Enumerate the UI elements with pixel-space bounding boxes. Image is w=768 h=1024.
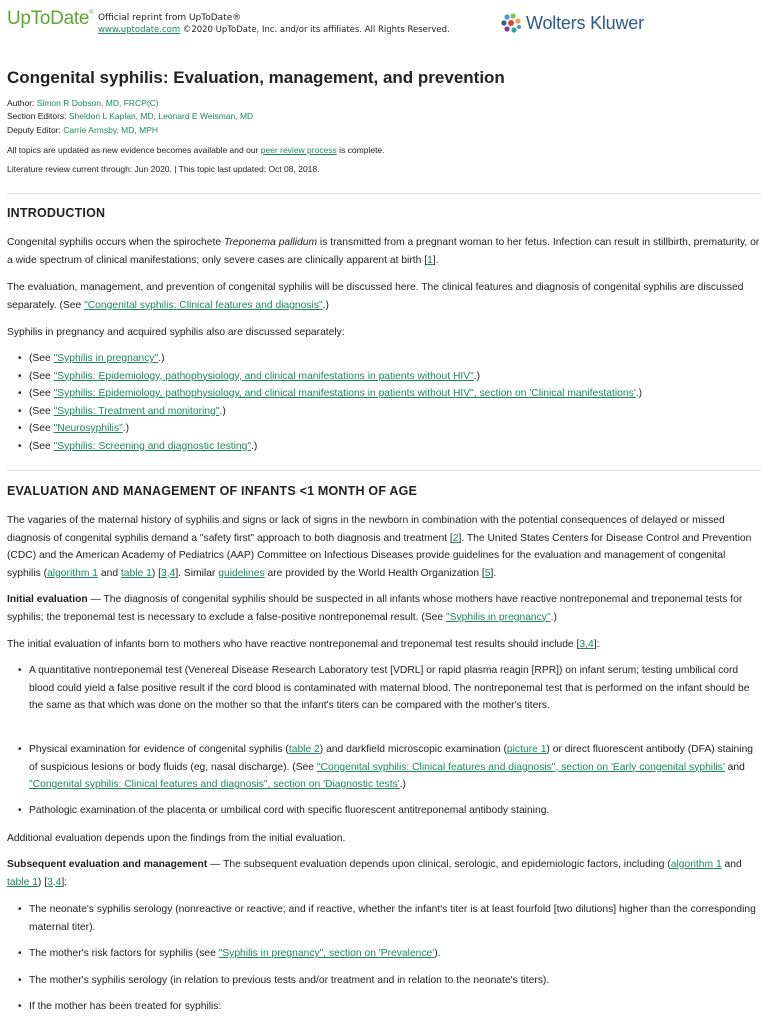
wolters-kluwer-mark-icon (500, 12, 522, 34)
list-item: • The mother's syphilis serology (in relation to previous tests and/or treatment and in relation to the neonate's titers). (18, 972, 758, 990)
reference-link[interactable]: 3,4 (579, 639, 594, 650)
reference-link[interactable]: 3,4 (47, 876, 62, 888)
author-link[interactable]: Simon R Dobson, MD, FRCP(C) (36, 98, 159, 108)
intro-paragraph: Syphilis in pregnancy and acquired syphilis also are discussed separately: (7, 327, 345, 338)
initial-evaluation-list (18, 741, 758, 794)
introduction-heading: INTRODUCTION (7, 206, 106, 220)
section-editor-link[interactable]: Leonard E Weisman, MD (158, 111, 254, 121)
section-divider (7, 193, 761, 194)
initial-evaluation-list (18, 662, 758, 715)
subsection-heading: Initial evaluation (7, 594, 88, 605)
subsequent-evaluation-list (18, 972, 758, 990)
list-item: • (See "Syphilis in pregnancy".) (18, 350, 758, 368)
topic-link[interactable]: "Congenital syphilis: Clinical features and diagnosis" (84, 299, 323, 311)
table-link[interactable]: table 2 (288, 744, 320, 755)
algorithm-link[interactable]: algorithm 1 (47, 567, 98, 579)
uptodate-site-link[interactable]: www.uptodate.com (98, 25, 181, 35)
peer-review-link[interactable]: peer review process (260, 145, 337, 155)
subsection-heading: Subsequent evaluation and management (7, 859, 208, 870)
uptodate-logo[interactable]: UpToDate® (7, 8, 94, 29)
initial-evaluation-paragraph: Initial evaluation — The diagnosis of congenital syphilis should be suspected in all infants whose mothers have reactive nontreponemal and treponemal tests for syphilis; the treponemal test is necessary to exclude a false-positive nontreponemal result. (See "Syphilis in pregnancy".) (7, 594, 743, 623)
copyright-text: ©2020 UpToDate, Inc. and/or its affiliates. All Rights Reserved. (180, 25, 450, 35)
list-item: • The neonate's syphilis serology (nonreactive or reactive; and if reactive, whether the infant's titer is at least fourfold [two dilutions] higher than the corresponding maternal titer). (18, 901, 758, 936)
deputy-editor-line: Deputy Editor: Carrie Armsby, MD, MPH (7, 125, 159, 135)
topic-link[interactable]: "Congenital syphilis: Clinical features and diagnosis", section on 'Diagnostic tests' (29, 779, 400, 790)
subsequent-evaluation-list (18, 901, 758, 936)
list-item: • If the mother has been treated for syphilis: (18, 998, 758, 1016)
reprint-line: Official reprint from UpToDate® (98, 13, 242, 23)
wolters-kluwer-logo[interactable] (500, 10, 644, 36)
reference-link[interactable]: 3,4 (160, 567, 176, 579)
reprint-notice (98, 12, 450, 36)
list-item: • A quantitative nontreponemal test (Venereal Disease Research Laboratory test [VDRL] or rapid plasma reagin [RPR]) on infant serum; testing umbilical cord blood could yield a false positive result if the cord blood is contaminated with maternal blood. The nontreponemal test that is performed on the infant should be the same as that which was done on the mother so that the infant's titers can be compared with the mother's titers. (18, 662, 758, 715)
subsequent-evaluation-list (18, 998, 758, 1016)
algorithm-link[interactable]: algorithm 1 (670, 859, 722, 870)
subsequent-evaluation-paragraph: Subsequent evaluation and management — The subsequent evaluation depends upon clinical, serologic, and epidemiologic factors, including (algorithm 1 and table 1) [3,4]: (7, 859, 742, 888)
picture-link[interactable]: picture 1 (506, 744, 547, 755)
list-item: • Pathologic examination of the placenta or umbilical cord with specific fluorescent antitreponemal antibody staining. (18, 802, 758, 820)
list-item: • (See "Syphilis: Treatment and monitoring".) (18, 403, 758, 421)
evaluation-paragraph: The vagaries of the maternal history of syphilis and signs or lack of signs in the newborn in combination with the potential consequences of delayed or missed diagnosis of congenital syphilis demand a "safety first" approach to both diagnosis and treatment [2]. The United States Centers for Disease Control and Prevention (CDC) and the American Academy of Pediatrics (AAP) Committee on Infectious Diseases provide guidelines for the evaluation and management of congenital syphilis (algorithm 1 and table 1) [3,4]. Similar guidelines are provided by the World Health Organization [5]. (7, 515, 752, 579)
intro-paragraph: Congenital syphilis occurs when the spirochete Treponema pallidum is transmitted from a pregnant woman to her fetus. Infection can result in stillbirth, prematurity, or a wide spectrum of clinical manifestations; only severe cases are clinically apparent at birth [1]. (7, 237, 760, 266)
table-link[interactable]: table 1 (7, 876, 38, 888)
intro-paragraph: The evaluation, management, and prevention of congenital syphilis will be discussed here. The clinical features and diagnosis of congenital syphilis are discussed separately. (See "Congenital syphilis: Clinical features and diagnosis".) (7, 282, 744, 311)
table-link[interactable]: table 1 (120, 567, 152, 579)
section-editors-line: Section Editors: Sheldon L Kaplan, MD, Leonard E Weisman, MD (7, 111, 254, 121)
reference-link[interactable]: 5 (484, 567, 491, 579)
topic-link[interactable]: "Neurosyphilis" (53, 423, 123, 434)
evaluation-heading: EVALUATION AND MANAGEMENT OF INFANTS <1 MONTH OF AGE (7, 484, 418, 498)
reprint-header (0, 0, 768, 44)
reference-link[interactable]: 1 (427, 254, 433, 266)
evaluation-paragraph: The initial evaluation of infants born to mothers who have reactive nontreponemal and treponemal test results should include [3,4]: (7, 639, 600, 650)
section-editor-link[interactable]: Sheldon L Kaplan, MD (68, 111, 154, 121)
update-note: All topics are updated as new evidence becomes available and our peer review process is complete. (7, 145, 385, 155)
subsequent-evaluation-list (18, 945, 758, 963)
topic-link[interactable]: "Syphilis in pregnancy" (446, 611, 551, 623)
author-line: Author: Simon R Dobson, MD, FRCP(C) (7, 98, 159, 108)
reference-link[interactable]: 2 (452, 532, 459, 544)
list-item: • (See "Syphilis: Screening and diagnostic testing".) (18, 438, 758, 456)
topic-link[interactable]: "Syphilis in pregnancy" (53, 353, 159, 364)
topic-link[interactable]: "Syphilis: Screening and diagnostic testing" (53, 440, 251, 452)
section-divider (7, 470, 761, 471)
topic-link[interactable]: "Syphilis: Epidemiology, pathophysiology, and clinical manifestations in patients without HIV" (53, 370, 474, 382)
topic-link[interactable]: "Syphilis: Epidemiology, pathophysiology, and clinical manifestations in patients without HIV", section on 'Clinical manifestations' (53, 388, 636, 399)
topic-link[interactable]: "Congenital syphilis: Clinical features and diagnosis", section on 'Early congenital syphilis' (316, 761, 725, 773)
guidelines-link[interactable]: guidelines (218, 567, 265, 579)
review-date-line: Literature review current through: Jun 2020. | This topic last updated: Oct 08, 2018. (7, 164, 320, 174)
list-item: • Physical examination for evidence of congenital syphilis (table 2) and darkfield microscopic examination (picture 1) or direct fluorescent antibody (DFA) staining of suspicious lesions or body fluids (eg, nasal discharge). (See "Congenital syphilis: Clinical features and diagnosis", section on 'Early congenital syphilis' and "Congenital syphilis: Clinical features and diagnosis", section on 'Diagnostic tests'.) (18, 741, 758, 794)
topic-link[interactable]: "Syphilis: Treatment and monitoring" (53, 405, 220, 417)
list-item: • The mother's risk factors for syphilis (see "Syphilis in pregnancy", section on 'Prevalence'). (18, 945, 758, 963)
page-title: Congenital syphilis: Evaluation, management, and prevention (7, 68, 505, 87)
list-item: • (See "Syphilis: Epidemiology, pathophysiology, and clinical manifestations in patients without HIV", section on 'Clinical manifestations'.) (18, 385, 758, 403)
list-item: • (See "Neurosyphilis".) (18, 420, 758, 438)
topic-link[interactable]: "Syphilis in pregnancy", section on 'Prevalence' (218, 948, 435, 959)
publisher-name: Wolters Kluwer (526, 12, 644, 33)
deputy-editor-link[interactable]: Carrie Armsby, MD, MPH (63, 125, 159, 135)
evaluation-paragraph: Additional evaluation depends upon the findings from the initial evaluation. (7, 833, 346, 844)
related-topics-list (18, 350, 758, 455)
initial-evaluation-list (18, 802, 758, 820)
list-item: • (See "Syphilis: Epidemiology, pathophysiology, and clinical manifestations in patients without HIV".) (18, 368, 758, 386)
